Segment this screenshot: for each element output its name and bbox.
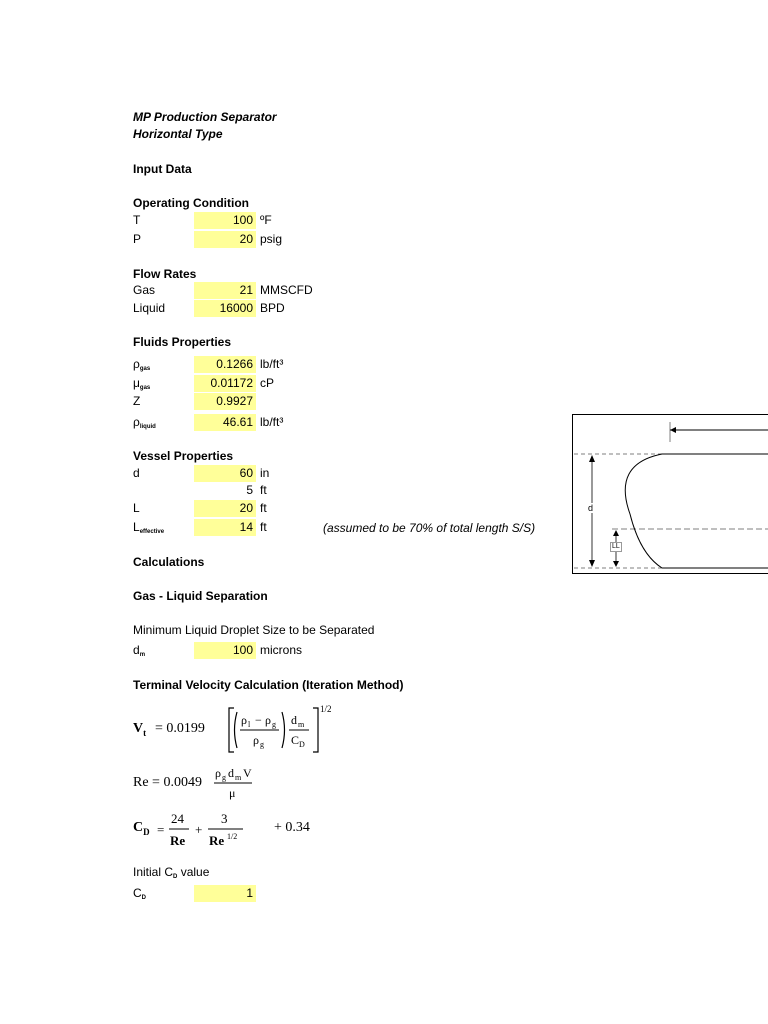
- terminal-velocity-expression: [133, 700, 353, 760]
- liquid-density-unit: lb/ft³: [260, 415, 284, 429]
- svg-text:−: −: [255, 713, 262, 727]
- gas-flow-label: Gas: [133, 283, 156, 297]
- gas-viscosity-input[interactable]: 0.01172: [194, 375, 256, 392]
- svg-text:ρ: ρ: [241, 713, 247, 727]
- droplet-size-input[interactable]: 100: [194, 642, 256, 659]
- effective-length-note: (assumed to be 70% of total length S/S): [323, 521, 536, 535]
- drag-coefficient-expression: [133, 808, 273, 852]
- z-factor-label: Z: [133, 394, 141, 408]
- title-line1: MP Production Separator: [133, 110, 277, 124]
- vessel-properties-heading: Vessel Properties: [133, 449, 234, 463]
- svg-text:g: g: [272, 720, 276, 729]
- svg-text:24: 24: [171, 811, 184, 826]
- pressure-unit: psig: [260, 232, 283, 246]
- calculations-heading: Calculations: [133, 555, 205, 569]
- svg-text:d: d: [228, 766, 234, 780]
- gas-viscosity-unit: cP: [260, 376, 275, 390]
- gas-density-unit: lb/ft³: [260, 357, 284, 371]
- pressure-label: P: [133, 232, 142, 246]
- liquid-flow-unit: BPD: [260, 301, 285, 315]
- svg-text:+: +: [195, 822, 203, 837]
- diameter-ft-value: 5: [246, 483, 253, 497]
- diameter-input[interactable]: 60: [194, 465, 256, 482]
- svg-text:l: l: [248, 720, 251, 729]
- svg-text:m: m: [298, 720, 305, 729]
- svg-text:ρ: ρ: [253, 733, 259, 747]
- gas-viscosity-label: $\mu_{gas}$: [133, 376, 151, 391]
- drag-coefficient-formula: $C_D$ + 0.34 = 24 Re + 3 Re 1/2: [133, 808, 313, 852]
- liquid-flow-input[interactable]: 16000: [194, 300, 256, 317]
- temperature-unit: ºF: [260, 213, 272, 227]
- initial-cd-label: $C_D$: [133, 886, 147, 901]
- gas-flow-input[interactable]: 21: [194, 282, 256, 299]
- liquid-density-input[interactable]: 46.61: [194, 414, 256, 431]
- liquid-density-label: $\rho_{liquid}$: [133, 415, 156, 430]
- svg-text:d: d: [291, 713, 297, 727]
- svg-text:1/2: 1/2: [320, 704, 332, 714]
- effective-length-unit: ft: [260, 520, 267, 534]
- reynolds-formula: Re = 0.0049 ρ g d m V μ: [133, 764, 293, 804]
- diameter-unit: in: [260, 466, 270, 480]
- gas-density-label: $\rho_{gas}$: [133, 357, 151, 372]
- gas-flow-unit: MMSCFD: [260, 283, 313, 297]
- droplet-size-label: $d_m$: [133, 643, 146, 658]
- diameter-label: d: [133, 466, 140, 480]
- gas-liquid-separation-heading: Gas - Liquid Separation: [133, 589, 268, 603]
- length-input[interactable]: 20: [194, 500, 256, 517]
- diagram-ll-label: LL: [612, 543, 620, 550]
- temperature-label: T: [133, 213, 141, 227]
- effective-length-label: $L_{effective}$: [133, 520, 165, 535]
- initial-cd-input[interactable]: 1: [194, 885, 256, 902]
- svg-text:Re: Re: [209, 833, 225, 848]
- length-unit: ft: [260, 501, 267, 515]
- pressure-input[interactable]: 20: [194, 231, 256, 248]
- fluids-properties-heading: Fluids Properties: [133, 335, 232, 349]
- svg-text:μ: μ: [229, 786, 236, 800]
- diameter-ft-unit: ft: [260, 483, 267, 497]
- length-label: L: [133, 501, 140, 515]
- svg-text:1/2: 1/2: [227, 832, 238, 841]
- title-line2: Horizontal Type: [133, 127, 223, 141]
- gas-density-input[interactable]: 0.1266: [194, 356, 256, 373]
- terminal-velocity-heading: Terminal Velocity Calculation (Iteration Method): [133, 678, 404, 692]
- vessel-diagram: [572, 414, 768, 574]
- droplet-size-caption: Minimum Liquid Droplet Size to be Separated: [133, 623, 375, 637]
- z-factor-input[interactable]: 0.9927: [194, 393, 256, 410]
- svg-text:C: C: [291, 733, 300, 747]
- flow-rates-heading: Flow Rates: [133, 267, 197, 281]
- svg-text:g: g: [222, 773, 226, 782]
- svg-text:ρ: ρ: [215, 766, 221, 780]
- svg-text:ρ: ρ: [265, 713, 271, 727]
- svg-text:3: 3: [221, 811, 228, 826]
- operating-condition-heading: Operating Condition: [133, 196, 249, 210]
- initial-cd-caption: Initial $C_D$ value: [133, 865, 210, 880]
- svg-text:V: V: [243, 766, 252, 780]
- effective-length-input[interactable]: 14: [194, 519, 256, 536]
- input-data-heading: Input Data: [133, 162, 192, 176]
- svg-text:D: D: [299, 740, 305, 749]
- reynolds-expression: [133, 764, 293, 804]
- droplet-size-unit: microns: [260, 643, 303, 657]
- svg-text:Re: Re: [170, 833, 186, 848]
- terminal-velocity-formula: $V_t$ = 0.0199 ρ l − ρ g ρ g d m C D 1/2: [133, 700, 353, 760]
- svg-text:=: =: [157, 822, 165, 837]
- diagram-d-label: d: [588, 503, 594, 513]
- liquid-flow-label: Liquid: [133, 301, 166, 315]
- temperature-input[interactable]: 100: [194, 212, 256, 229]
- svg-text:m: m: [235, 773, 242, 782]
- svg-text:g: g: [260, 740, 264, 749]
